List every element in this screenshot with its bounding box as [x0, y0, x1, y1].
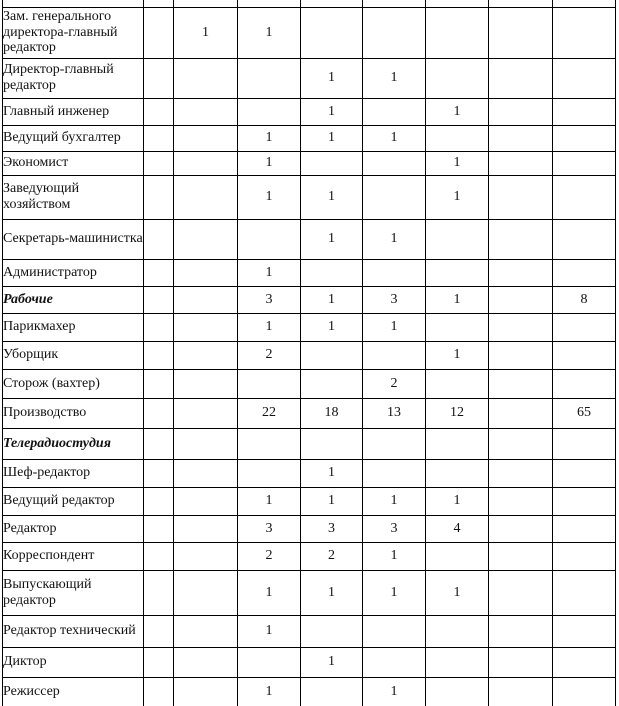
table-row — [3, 369, 616, 398]
row-label-cell: Ведущий редактор — [3, 487, 144, 515]
count-cell — [174, 459, 238, 487]
count-cell: 1 — [363, 313, 426, 341]
count-cell — [426, 428, 489, 459]
table-row — [3, 398, 616, 428]
count-cell: 2 — [238, 542, 301, 570]
count-cell — [363, 341, 426, 369]
count-cell — [363, 459, 426, 487]
count-cell — [301, 369, 363, 398]
table-row — [3, 515, 616, 542]
count-cell — [489, 286, 553, 313]
count-cell — [489, 459, 553, 487]
staffing-table-body — [3, 0, 616, 706]
table-row — [3, 570, 616, 615]
count-cell — [489, 341, 553, 369]
count-cell — [363, 98, 426, 125]
count-cell — [553, 515, 616, 542]
count-cell — [553, 677, 616, 706]
count-cell: 1 — [238, 313, 301, 341]
count-cell — [489, 125, 553, 151]
table-row — [3, 125, 616, 151]
count-cell: 1 — [363, 219, 426, 259]
count-cell: 1 — [426, 286, 489, 313]
count-cell: 2 — [301, 542, 363, 570]
row-label-cell: Зам. генерального директора-главный редактор — [3, 7, 144, 58]
count-cell: 1 — [238, 259, 301, 286]
count-cell — [426, 542, 489, 570]
count-cell: 1 — [301, 487, 363, 515]
count-cell — [489, 542, 553, 570]
count-cell — [238, 369, 301, 398]
count-cell — [238, 0, 301, 7]
count-cell — [301, 7, 363, 58]
count-cell — [174, 259, 238, 286]
cut-off-row — [3, 0, 616, 7]
row-label-cell: Выпускающий редактор — [3, 570, 144, 615]
count-cell — [553, 615, 616, 647]
count-cell: 1 — [363, 570, 426, 615]
count-cell — [174, 341, 238, 369]
count-cell — [553, 570, 616, 615]
count-cell — [363, 151, 426, 175]
count-cell — [489, 647, 553, 677]
count-cell — [489, 398, 553, 428]
count-cell — [489, 7, 553, 58]
count-cell — [301, 0, 363, 7]
count-cell — [553, 98, 616, 125]
count-cell — [363, 647, 426, 677]
count-cell — [553, 125, 616, 151]
count-cell: 1 — [238, 615, 301, 647]
count-cell — [174, 98, 238, 125]
count-cell: 1 — [426, 341, 489, 369]
table-row — [3, 647, 616, 677]
count-cell — [489, 98, 553, 125]
count-cell — [174, 570, 238, 615]
count-cell: 1 — [301, 570, 363, 615]
count-cell — [553, 428, 616, 459]
row-label-cell: Диктор — [3, 647, 144, 677]
count-cell — [301, 428, 363, 459]
count-cell: 1 — [426, 151, 489, 175]
count-cell — [238, 98, 301, 125]
count-cell — [238, 647, 301, 677]
count-cell: 2 — [238, 341, 301, 369]
count-cell — [489, 369, 553, 398]
staffing-table — [2, 0, 616, 706]
count-cell — [144, 398, 174, 428]
count-cell — [553, 542, 616, 570]
section-header-cell: Рабочие — [3, 286, 144, 313]
count-cell — [553, 647, 616, 677]
table-row — [3, 259, 616, 286]
count-cell — [144, 98, 174, 125]
count-cell: 3 — [238, 286, 301, 313]
table-row — [3, 487, 616, 515]
count-cell — [489, 151, 553, 175]
count-cell: 8 — [553, 286, 616, 313]
count-cell: 1 — [301, 219, 363, 259]
count-cell — [144, 570, 174, 615]
table-row — [3, 151, 616, 175]
count-cell: 1 — [363, 677, 426, 706]
count-cell: 1 — [301, 286, 363, 313]
count-cell — [174, 515, 238, 542]
count-cell — [426, 219, 489, 259]
count-cell — [553, 151, 616, 175]
count-cell — [301, 259, 363, 286]
table-row — [3, 428, 616, 459]
count-cell — [174, 286, 238, 313]
count-cell — [363, 615, 426, 647]
table-row — [3, 542, 616, 570]
count-cell — [301, 677, 363, 706]
count-cell — [489, 487, 553, 515]
row-label-cell: Редактор технический — [3, 615, 144, 647]
table-row — [3, 615, 616, 647]
count-cell — [426, 459, 489, 487]
count-cell: 1 — [238, 151, 301, 175]
count-cell — [553, 7, 616, 58]
count-cell — [174, 151, 238, 175]
table-row — [3, 677, 616, 706]
section-header-cell: Телерадиостудия — [3, 428, 144, 459]
count-cell — [174, 219, 238, 259]
count-cell — [238, 459, 301, 487]
count-cell — [144, 542, 174, 570]
row-label-cell: Режиссер — [3, 677, 144, 706]
row-label-cell: Сторож (вахтер) — [3, 369, 144, 398]
count-cell — [426, 615, 489, 647]
count-cell — [144, 175, 174, 219]
count-cell — [174, 647, 238, 677]
table-row — [3, 459, 616, 487]
count-cell: 1 — [238, 487, 301, 515]
count-cell — [363, 0, 426, 7]
count-cell — [174, 369, 238, 398]
count-cell — [144, 259, 174, 286]
count-cell — [553, 459, 616, 487]
count-cell — [553, 0, 616, 7]
count-cell — [301, 615, 363, 647]
count-cell: 1 — [426, 175, 489, 219]
row-label-cell: Ведущий бухгалтер — [3, 125, 144, 151]
count-cell — [489, 615, 553, 647]
count-cell: 1 — [238, 7, 301, 58]
count-cell: 1 — [363, 542, 426, 570]
count-cell — [426, 369, 489, 398]
count-cell: 1 — [301, 459, 363, 487]
count-cell: 1 — [238, 570, 301, 615]
row-label-cell: Редактор — [3, 515, 144, 542]
table-row — [3, 286, 616, 313]
count-cell — [489, 219, 553, 259]
count-cell — [489, 259, 553, 286]
count-cell: 1 — [174, 7, 238, 58]
count-cell: 1 — [301, 58, 363, 98]
row-label-cell: Директор-главный редактор — [3, 58, 144, 98]
count-cell — [489, 58, 553, 98]
count-cell — [174, 0, 238, 7]
count-cell: 18 — [301, 398, 363, 428]
row-label-cell: Уборщик — [3, 341, 144, 369]
count-cell: 22 — [238, 398, 301, 428]
count-cell — [426, 313, 489, 341]
count-cell — [363, 428, 426, 459]
count-cell — [144, 459, 174, 487]
count-cell — [489, 570, 553, 615]
count-cell: 1 — [238, 175, 301, 219]
count-cell: 1 — [301, 125, 363, 151]
row-label-cell: Производство — [3, 398, 144, 428]
count-cell — [301, 151, 363, 175]
count-cell: 1 — [238, 125, 301, 151]
row-label-cell: Заведующий хозяйством — [3, 175, 144, 219]
table-row — [3, 7, 616, 58]
count-cell — [553, 175, 616, 219]
count-cell — [144, 369, 174, 398]
count-cell: 1 — [301, 175, 363, 219]
row-label-cell: Экономист — [3, 151, 144, 175]
count-cell: 1 — [301, 98, 363, 125]
count-cell — [489, 0, 553, 7]
count-cell — [144, 7, 174, 58]
count-cell — [174, 313, 238, 341]
count-cell — [144, 677, 174, 706]
row-label-cell: Главный инженер — [3, 98, 144, 125]
count-cell — [426, 677, 489, 706]
count-cell: 1 — [301, 313, 363, 341]
count-cell: 1 — [363, 487, 426, 515]
count-cell — [553, 219, 616, 259]
count-cell — [238, 58, 301, 98]
count-cell — [489, 515, 553, 542]
count-cell — [489, 428, 553, 459]
count-cell: 12 — [426, 398, 489, 428]
count-cell — [553, 313, 616, 341]
count-cell — [426, 7, 489, 58]
table-row — [3, 175, 616, 219]
table-row — [3, 219, 616, 259]
count-cell: 65 — [553, 398, 616, 428]
count-cell — [363, 259, 426, 286]
count-cell: 4 — [426, 515, 489, 542]
count-cell — [174, 487, 238, 515]
count-cell — [144, 151, 174, 175]
row-label-cell — [3, 0, 144, 7]
count-cell — [489, 677, 553, 706]
count-cell — [174, 428, 238, 459]
count-cell — [426, 0, 489, 7]
count-cell: 3 — [363, 286, 426, 313]
count-cell: 3 — [301, 515, 363, 542]
count-cell — [426, 259, 489, 286]
count-cell — [553, 487, 616, 515]
count-cell — [144, 487, 174, 515]
count-cell — [144, 125, 174, 151]
table-row — [3, 341, 616, 369]
row-label-cell: Шеф-редактор — [3, 459, 144, 487]
count-cell — [426, 647, 489, 677]
row-label-cell: Корреспондент — [3, 542, 144, 570]
count-cell — [144, 219, 174, 259]
count-cell — [363, 175, 426, 219]
count-cell — [144, 58, 174, 98]
count-cell — [426, 125, 489, 151]
count-cell — [174, 615, 238, 647]
count-cell: 1 — [426, 570, 489, 615]
count-cell — [144, 515, 174, 542]
count-cell — [144, 428, 174, 459]
row-label-cell: Парикмахер — [3, 313, 144, 341]
table-row — [3, 58, 616, 98]
table-row — [3, 98, 616, 125]
count-cell — [238, 219, 301, 259]
count-cell — [174, 542, 238, 570]
count-cell — [553, 369, 616, 398]
count-cell — [144, 647, 174, 677]
count-cell: 1 — [426, 98, 489, 125]
count-cell: 1 — [363, 125, 426, 151]
count-cell — [174, 125, 238, 151]
count-cell: 13 — [363, 398, 426, 428]
count-cell — [489, 313, 553, 341]
count-cell — [174, 58, 238, 98]
table-row — [3, 313, 616, 341]
count-cell — [144, 0, 174, 7]
count-cell — [144, 313, 174, 341]
count-cell — [553, 259, 616, 286]
count-cell: 2 — [363, 369, 426, 398]
row-label-cell: Секретарь-машинистка — [3, 219, 144, 259]
count-cell — [174, 398, 238, 428]
count-cell — [553, 341, 616, 369]
count-cell — [553, 58, 616, 98]
count-cell — [363, 7, 426, 58]
count-cell — [144, 286, 174, 313]
row-label-cell: Администратор — [3, 259, 144, 286]
count-cell — [174, 677, 238, 706]
count-cell: 3 — [363, 515, 426, 542]
count-cell: 1 — [426, 487, 489, 515]
count-cell: 1 — [363, 58, 426, 98]
count-cell: 1 — [301, 647, 363, 677]
count-cell — [489, 175, 553, 219]
count-cell — [144, 615, 174, 647]
count-cell: 3 — [238, 515, 301, 542]
count-cell — [301, 341, 363, 369]
count-cell — [144, 341, 174, 369]
count-cell — [426, 58, 489, 98]
count-cell — [238, 428, 301, 459]
count-cell: 1 — [238, 677, 301, 706]
count-cell — [174, 175, 238, 219]
